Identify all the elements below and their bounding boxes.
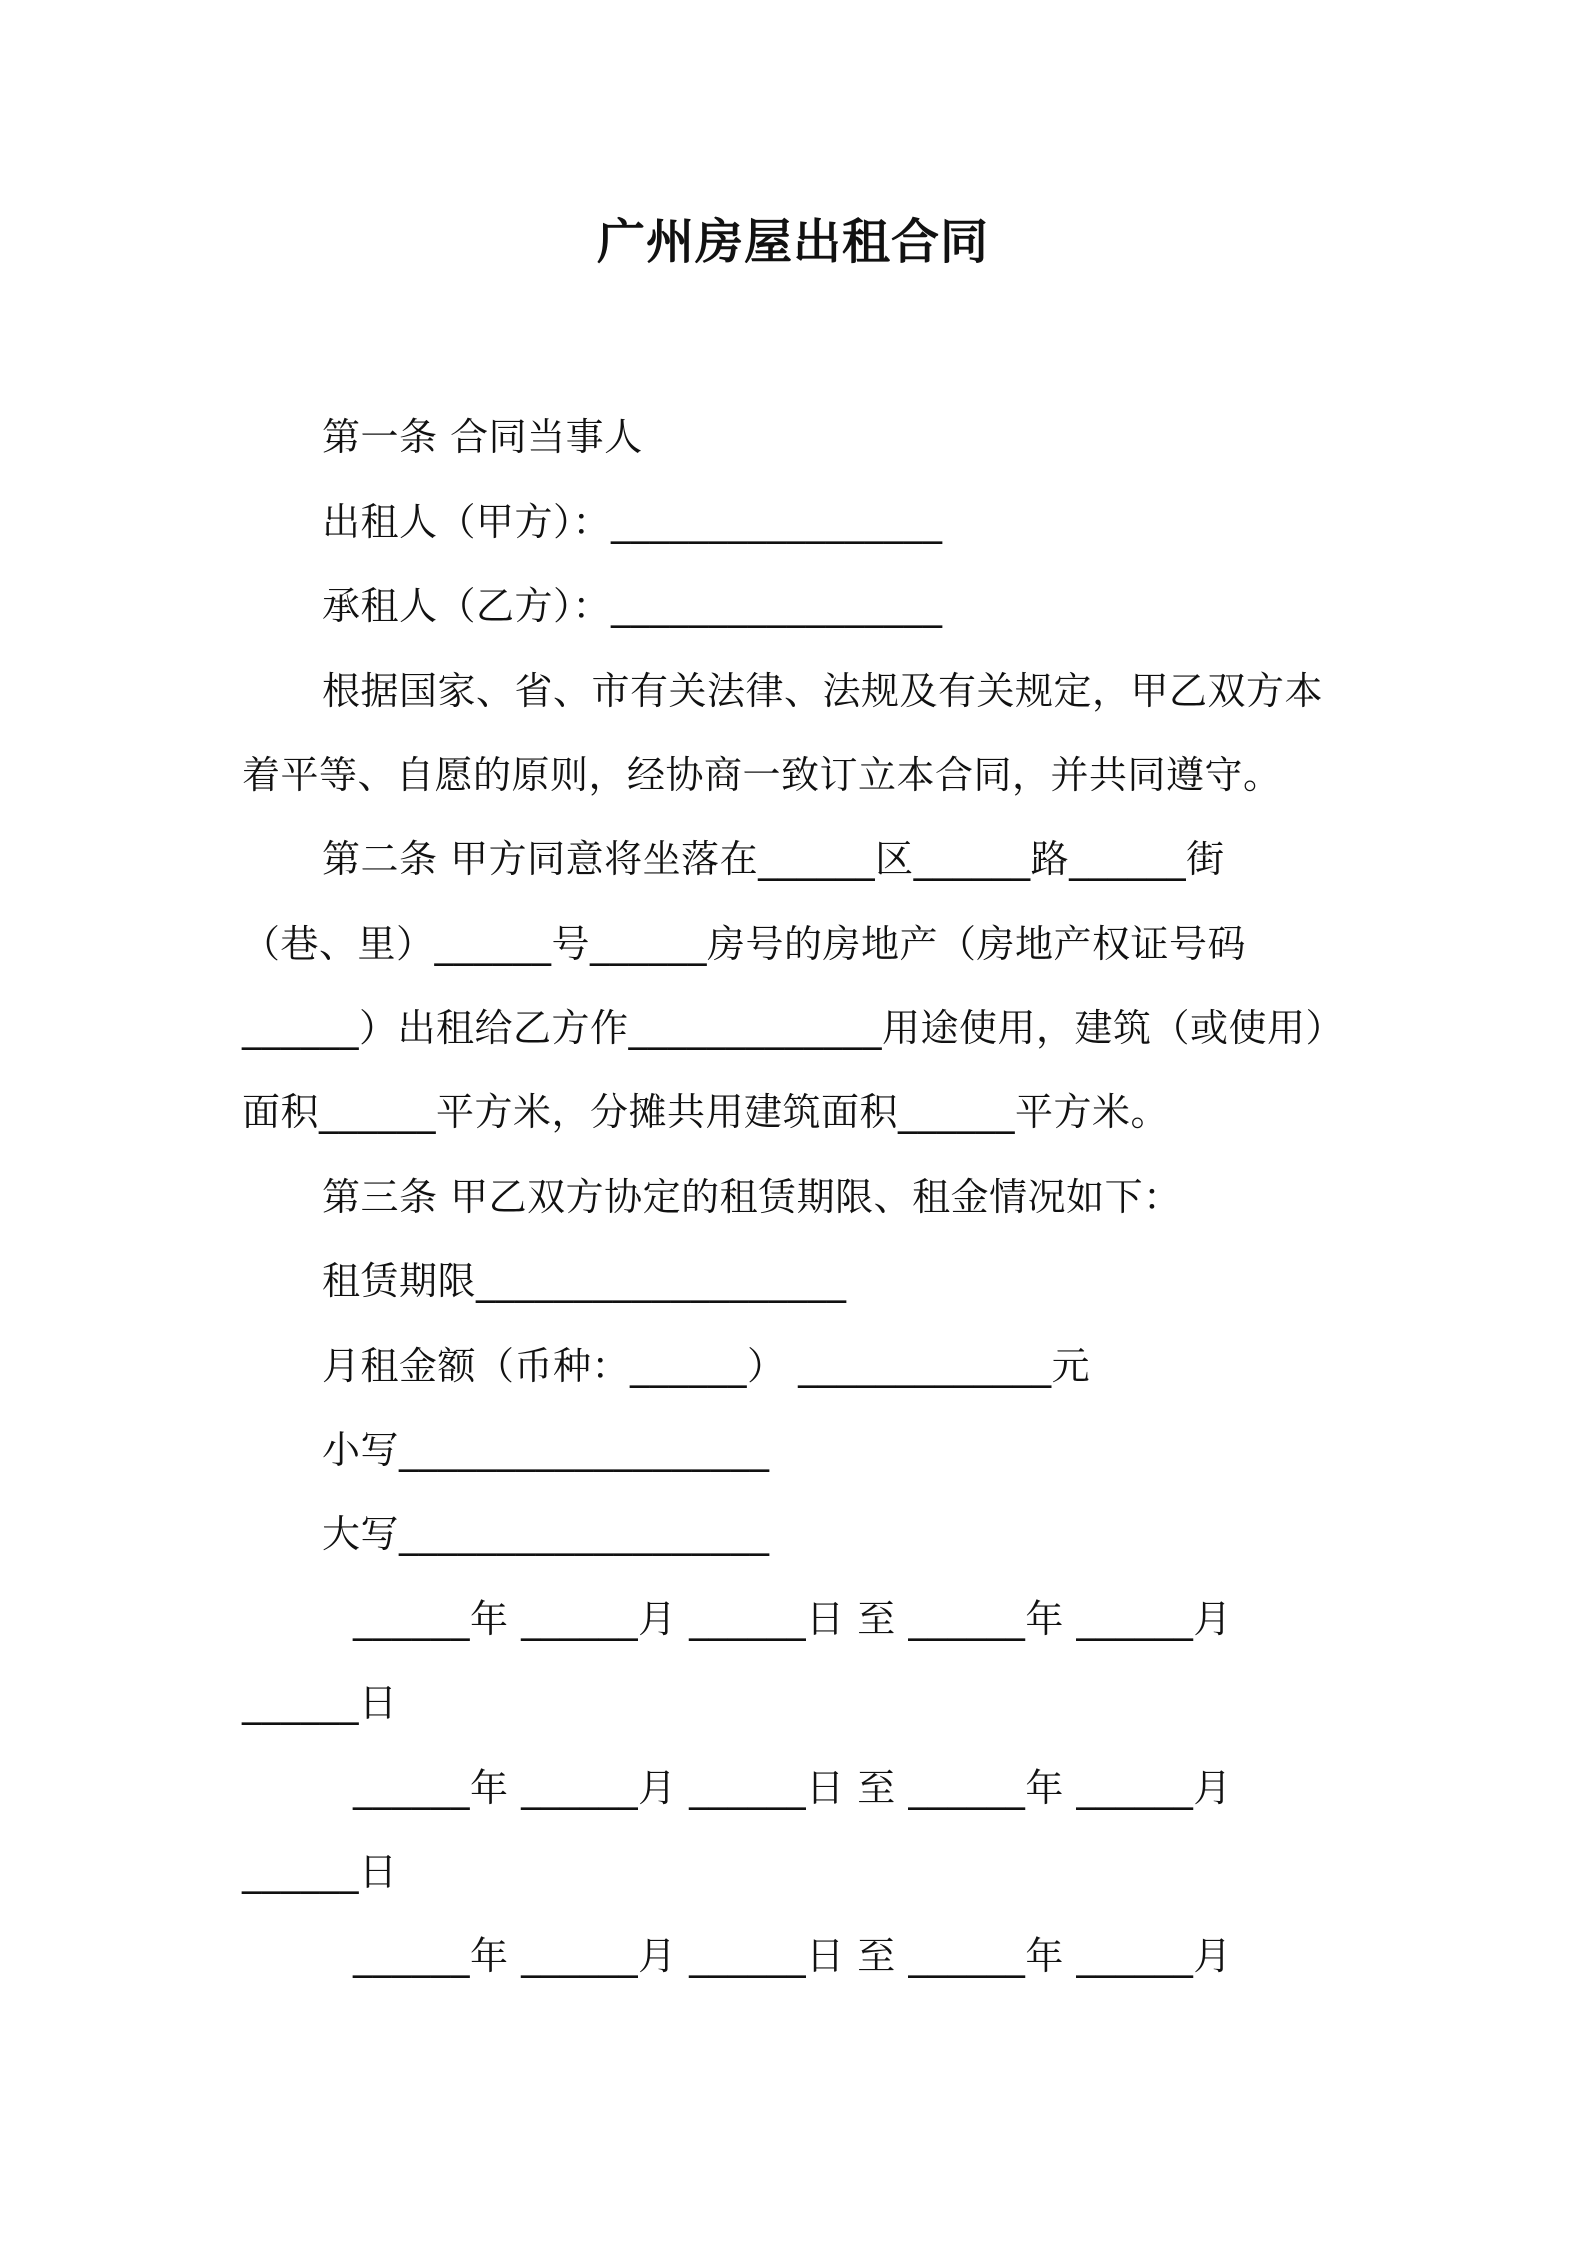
lessor-field: 出租人（甲方）：_________________ — [322, 500, 943, 544]
preamble-line-1: 根据国家、省、市有关法律、法规及有关规定，甲乙双方本 — [322, 669, 1324, 713]
lease-term-field: 租赁期限___________________ — [322, 1259, 847, 1303]
period-1-start-line: ______年 ______月 ______日 至 ______年 ______月 — [353, 1597, 1232, 1641]
article-2-line-4: 面积______平方米，分摊共用建筑面积______平方米。 — [242, 1090, 1170, 1134]
article-2-line-3: ______）出租给乙方作_____________用途使用，建筑（或使用） — [242, 1006, 1345, 1050]
period-3-start-line: ______年 ______月 ______日 至 ______年 ______月 — [353, 1934, 1232, 1978]
article-1-heading: 第一条 合同当事人 — [322, 415, 643, 459]
article-2-line-2: （巷、里）______号______房号的房地产（房地产权证号码 — [242, 922, 1247, 966]
amount-uppercase-field: 大写___________________ — [322, 1512, 770, 1556]
preamble-line-2: 着平等、自愿的原则，经协商一致订立本合同，并共同遵守。 — [242, 753, 1282, 797]
monthly-rent-field: 月租金额（币种：______） _____________元 — [322, 1344, 1091, 1388]
document-title: 广州房屋出租合同 — [596, 214, 989, 270]
article-3-heading: 第三条 甲乙双方协定的租赁期限、租金情况如下： — [322, 1175, 1182, 1219]
amount-lowercase-field: 小写___________________ — [322, 1428, 770, 1472]
article-2-line-1: 第二条 甲方同意将坐落在______区______路______街 — [322, 837, 1225, 881]
lessee-field: 承租人（乙方）：_________________ — [322, 584, 943, 628]
period-2-end-line: ______日 — [242, 1850, 398, 1894]
period-1-end-line: ______日 — [242, 1681, 398, 1725]
period-2-start-line: ______年 ______月 ______日 至 ______年 ______月 — [353, 1766, 1232, 1810]
